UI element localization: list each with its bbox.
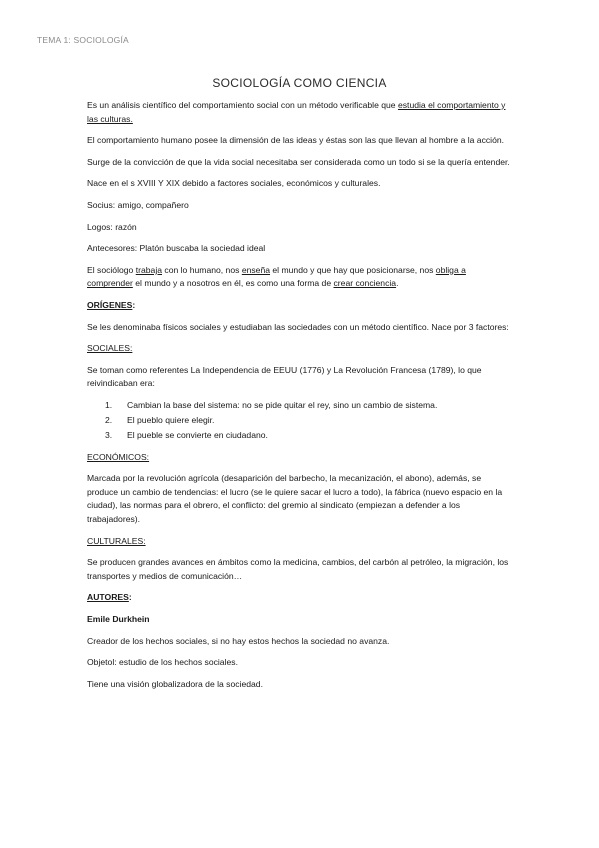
list-item-text: Cambian la base del sistema: no se pide quitar el rey, sino un cambio de sistema.	[127, 399, 438, 410]
heading-origenes	[87, 299, 513, 313]
underlined-text: trabaja	[135, 264, 163, 275]
heading-suffix: :	[128, 592, 132, 603]
text-run: El sociólogo	[87, 264, 136, 275]
heading-autores	[87, 591, 513, 605]
paragraph-author-2: Objetol: estudio de los hechos sociales.	[87, 657, 238, 668]
paragraph-socius: Socius: amigo, compañero	[87, 199, 189, 210]
paragraph-sociales: Se toman como referentes La Independencia de EEUU (1776) y La Revolución Francesa (1789), lo que reivindicaban era:	[87, 364, 482, 389]
list-item	[87, 429, 513, 443]
list-number: 3.	[105, 430, 113, 441]
paragraph-birth: Nace en el s XVIII Y XIX debido a factores sociales, económicos y culturales.	[87, 178, 381, 189]
text-run: con lo humano, nos	[162, 264, 242, 275]
list-number: 2.	[105, 415, 113, 425]
paragraph-author-1: Creador de los hechos sociales, si no hay estos hechos la sociedad no avanza.	[87, 635, 390, 646]
text-run: Es un análisis científico del comportamiento social con un método verificable que	[87, 100, 398, 110]
heading-text: ORÍGENES	[87, 299, 133, 310]
paragraph-economicos: Marcada por la revolución agrícola (desaparición del barbecho, la mecanización, el abono), además, se produce un cambio de tendencias: el lucro (se le quiere sacar el lucro a todo), la fábrica (nuevo espacio en la ciudad), las normas para el obrero, el conflicto: del gremio al sindicato (empiezan a defender a los trabajadores).	[87, 473, 503, 525]
paragraph-logos: Logos: razón	[87, 221, 137, 232]
paragraph-origin-conviction: Surge de la convicción de que la vida social necesitaba ser considerada como un todo si se la quería entender.	[87, 156, 510, 167]
underlined-text: crear conciencia	[333, 278, 397, 289]
list-item-text: El pueblo quiere elegir.	[127, 415, 215, 425]
list-item	[87, 414, 513, 428]
underlined-text: obliga a comprender	[87, 264, 466, 289]
underlined-text: enseña	[241, 264, 271, 275]
text-run: el mundo y a nosotros en él, es como una forma de	[132, 278, 334, 289]
heading-economicos: ECONÓMICOS:	[87, 451, 150, 462]
text-run: .	[396, 278, 399, 289]
paragraph-antecesores: Antecesores: Platón buscaba la sociedad ideal	[87, 243, 266, 254]
author-name: Emile Durkhein	[87, 614, 150, 625]
heading-suffix: :	[132, 299, 136, 310]
paragraph-behavior: El comportamiento humano posee la dimensión de las ideas y éstas son las que llevan al hombre a la acción.	[87, 135, 505, 146]
running-header: TEMA 1: SOCIOLOGÍA	[37, 35, 129, 45]
page-title: SOCIOLOGÍA COMO CIENCIA	[212, 76, 387, 90]
document-body	[87, 99, 513, 699]
numbered-list	[87, 399, 513, 443]
text-run: el mundo y que hay que posicionarse, nos	[270, 264, 436, 275]
list-number: 1.	[105, 399, 113, 410]
list-item-text: El pueble se convierte en ciudadano.	[127, 430, 268, 441]
list-item	[87, 399, 513, 413]
paragraph-author-3: Tiene una visión globalizadora de la sociedad.	[87, 678, 263, 689]
heading-sociales: SOCIALES:	[87, 343, 133, 354]
paragraph-culturales: Se producen grandes avances en ámbitos como la medicina, cambios, del carbón al petróleo, la migración, los transportes y medios de comunicación…	[87, 557, 509, 581]
paragraph-sociologist	[87, 264, 513, 291]
heading-text: AUTORES	[87, 592, 129, 603]
heading-culturales: CULTURALES:	[87, 535, 146, 546]
underlined-text: estudia el comportamiento y las culturas.	[87, 100, 506, 124]
paragraph-origenes: Se les denominaba físicos sociales y estudiaban las sociedades con un método científico. Nace por 3 factores:	[87, 321, 509, 332]
paragraph-definition	[87, 99, 513, 126]
